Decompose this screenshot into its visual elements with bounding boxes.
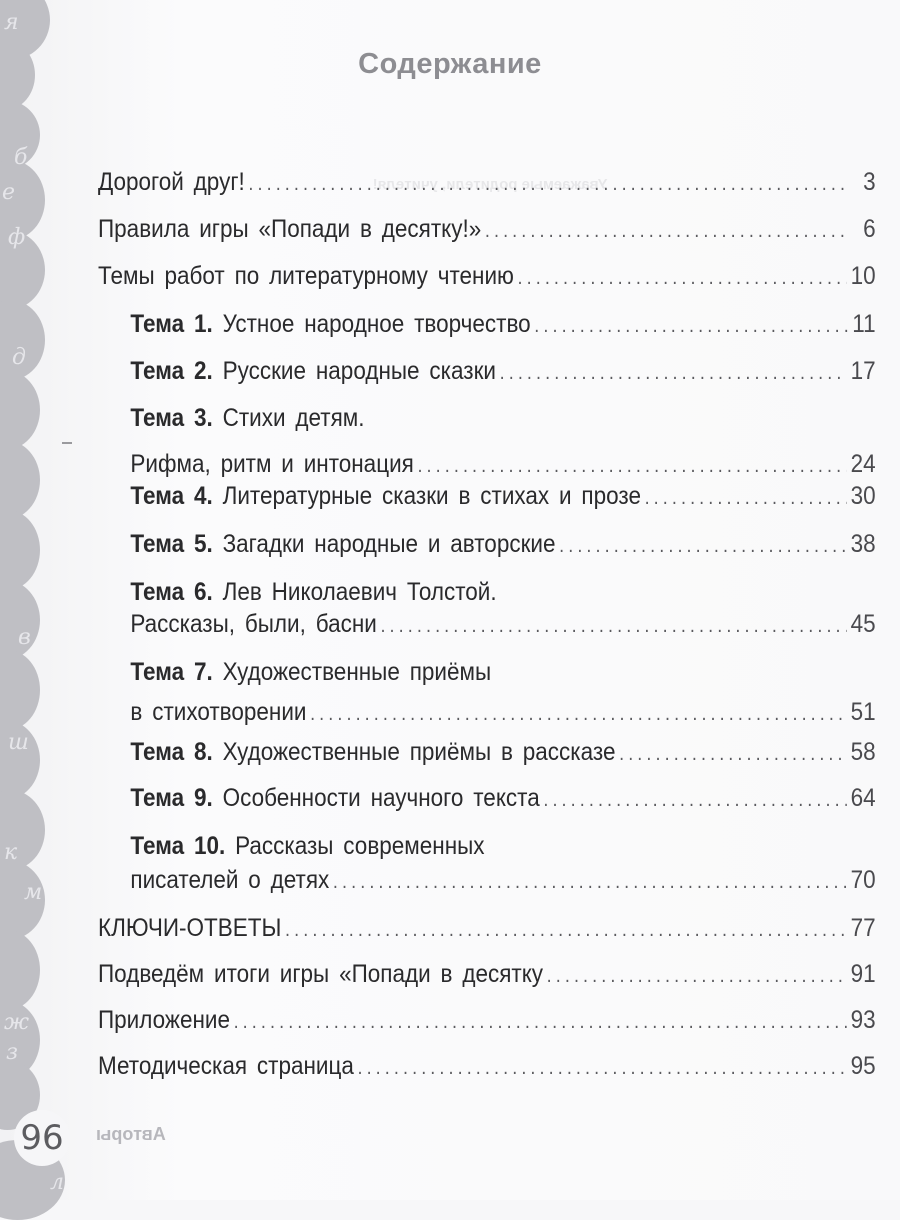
border-letter: ж	[4, 1010, 30, 1035]
toc-entry-label: Темы работ по литературному чтению	[98, 262, 514, 290]
border-letter: м	[24, 880, 43, 905]
toc-entry-theme-7[interactable]	[98, 654, 798, 690]
dot-leader	[534, 308, 848, 344]
toc-entry-theme-3-continuation[interactable]	[98, 446, 876, 482]
toc-entry[interactable]	[98, 164, 876, 200]
toc-entry-theme-7-continuation[interactable]	[98, 694, 876, 730]
toc-entry-page: 6	[863, 215, 876, 243]
toc-entry-page: 3	[863, 168, 876, 196]
border-letter: б	[14, 145, 28, 170]
toc-entry-theme-6-continuation[interactable]	[98, 606, 876, 642]
toc-entry-theme-5[interactable]	[98, 526, 876, 562]
theme-number: Тема 5.	[130, 530, 213, 558]
dot-leader	[500, 355, 847, 391]
toc-entry-label: Стихи детям.	[222, 404, 365, 432]
toc-entry-label: Дорогой друг!	[98, 168, 245, 196]
dot-leader	[547, 958, 847, 994]
toc-entry-label: Художественные приёмы	[222, 658, 492, 686]
theme-number: Тема 4.	[130, 482, 213, 510]
border-letter: в	[18, 625, 31, 650]
theme-number: Тема 3.	[130, 404, 213, 432]
border-letter: к	[4, 840, 18, 865]
dot-leader	[559, 528, 847, 564]
dot-leader	[333, 864, 847, 900]
toc-entry-continuation: Рассказы, были, басни	[130, 610, 377, 638]
toc-entry-page: 30	[850, 482, 876, 510]
toc-entry-theme-10-continuation[interactable]	[98, 862, 876, 898]
toc-entry-label: Загадки народные и авторские	[222, 530, 556, 558]
border-letter: ф	[8, 225, 26, 250]
toc-entry-page: 38	[850, 530, 876, 558]
toc-entry-page: 91	[850, 960, 876, 988]
page-title: Содержание	[358, 48, 542, 80]
dot-leader	[357, 1050, 846, 1086]
toc-entry-theme-10[interactable]	[98, 828, 798, 864]
border-letter: л	[50, 1170, 65, 1195]
border-letter: ш	[8, 730, 29, 755]
toc-entry-page: 17	[850, 357, 876, 385]
dot-leader	[380, 608, 847, 644]
toc-entry-page: 77	[850, 914, 876, 942]
toc-entry-theme-9[interactable]	[98, 780, 876, 816]
toc-entry-label: КЛЮЧИ-ОТВЕТЫ	[98, 914, 282, 942]
toc-entry-label: Особенности научного текста	[222, 784, 540, 812]
dot-leader	[518, 260, 847, 296]
border-letter: д	[12, 345, 26, 370]
dot-leader	[248, 166, 850, 202]
decorative-letter-border	[0, 0, 65, 1200]
theme-number: Тема 1.	[130, 310, 213, 338]
theme-number: Тема 9.	[130, 784, 213, 812]
theme-number: Тема 7.	[130, 658, 213, 686]
toc-entry-page: 10	[850, 262, 876, 290]
border-letter: е	[2, 180, 16, 205]
toc-entry-page: 58	[850, 738, 876, 766]
theme-number: Тема 10.	[130, 832, 226, 860]
toc-entry[interactable]	[98, 956, 876, 992]
toc-entry-label: Подведём итоги игры «Попади в десятку	[98, 960, 544, 988]
toc-entry-page: 51	[850, 698, 876, 726]
toc-entry-label: Методическая страница	[98, 1052, 354, 1080]
toc-entry-continuation: писателей о детях	[130, 866, 330, 894]
theme-number: Тема 6.	[130, 578, 213, 606]
toc-entry-label: Приложение	[98, 1006, 230, 1034]
toc-entry-page: 64	[850, 784, 876, 812]
page-number: 96	[14, 1110, 70, 1166]
margin-tick	[62, 442, 72, 444]
toc-entry-page: 11	[852, 310, 876, 338]
toc-entry-label: Правила игры «Попади в десятку!»	[98, 215, 482, 243]
toc-entry-label: Устное народное творчество	[222, 310, 531, 338]
dot-leader	[543, 782, 847, 818]
toc-entry-theme-4[interactable]	[98, 478, 876, 514]
border-letter: з	[6, 1040, 18, 1065]
toc-entry-label: Русские народные сказки	[222, 357, 497, 385]
toc-entry-theme-8[interactable]	[98, 734, 876, 770]
dot-leader	[234, 1004, 847, 1040]
toc-entry-theme-2[interactable]	[98, 353, 876, 389]
toc-entry-continuation: Рифма, ритм и интонация	[130, 450, 414, 478]
bleed-through-footer: Авторы	[96, 1124, 166, 1144]
toc-entry-page: 45	[850, 610, 876, 638]
toc-entry-label: Лев Николаевич Толстой.	[222, 578, 497, 606]
toc-entry-page: 93	[850, 1006, 876, 1034]
toc-entry-answers[interactable]	[98, 910, 876, 946]
dot-leader	[485, 213, 851, 249]
toc-entry[interactable]	[98, 211, 876, 247]
border-letter: я	[4, 10, 19, 35]
toc-entry-label: Рассказы современных	[235, 832, 485, 860]
bleed-through-heading: Уважаемые родители, учителя!	[372, 176, 608, 193]
toc-entry-page: 70	[850, 866, 876, 894]
toc-entry-page: 95	[850, 1052, 876, 1080]
theme-number: Тема 2.	[130, 357, 213, 385]
toc-entry-theme-1[interactable]	[98, 306, 876, 342]
dot-leader	[619, 736, 847, 772]
toc-entry-label: Литературные сказки в стихах и прозе	[222, 482, 641, 510]
toc-entry-appendix[interactable]	[98, 1002, 876, 1038]
toc-entry-label: Художественные приёмы в рассказе	[222, 738, 616, 766]
toc-entry-page: 24	[850, 450, 876, 478]
toc-entry-theme-3[interactable]	[98, 400, 798, 436]
toc-entry-continuation: в стихотворении	[130, 698, 307, 726]
toc-entry-methodical-page[interactable]	[98, 1048, 876, 1084]
toc-entry[interactable]	[98, 258, 876, 294]
toc-entry-theme-6[interactable]	[98, 574, 798, 610]
theme-number: Тема 8.	[130, 738, 213, 766]
dot-leader	[645, 480, 847, 516]
dot-leader	[310, 696, 847, 732]
dot-leader	[285, 912, 847, 948]
